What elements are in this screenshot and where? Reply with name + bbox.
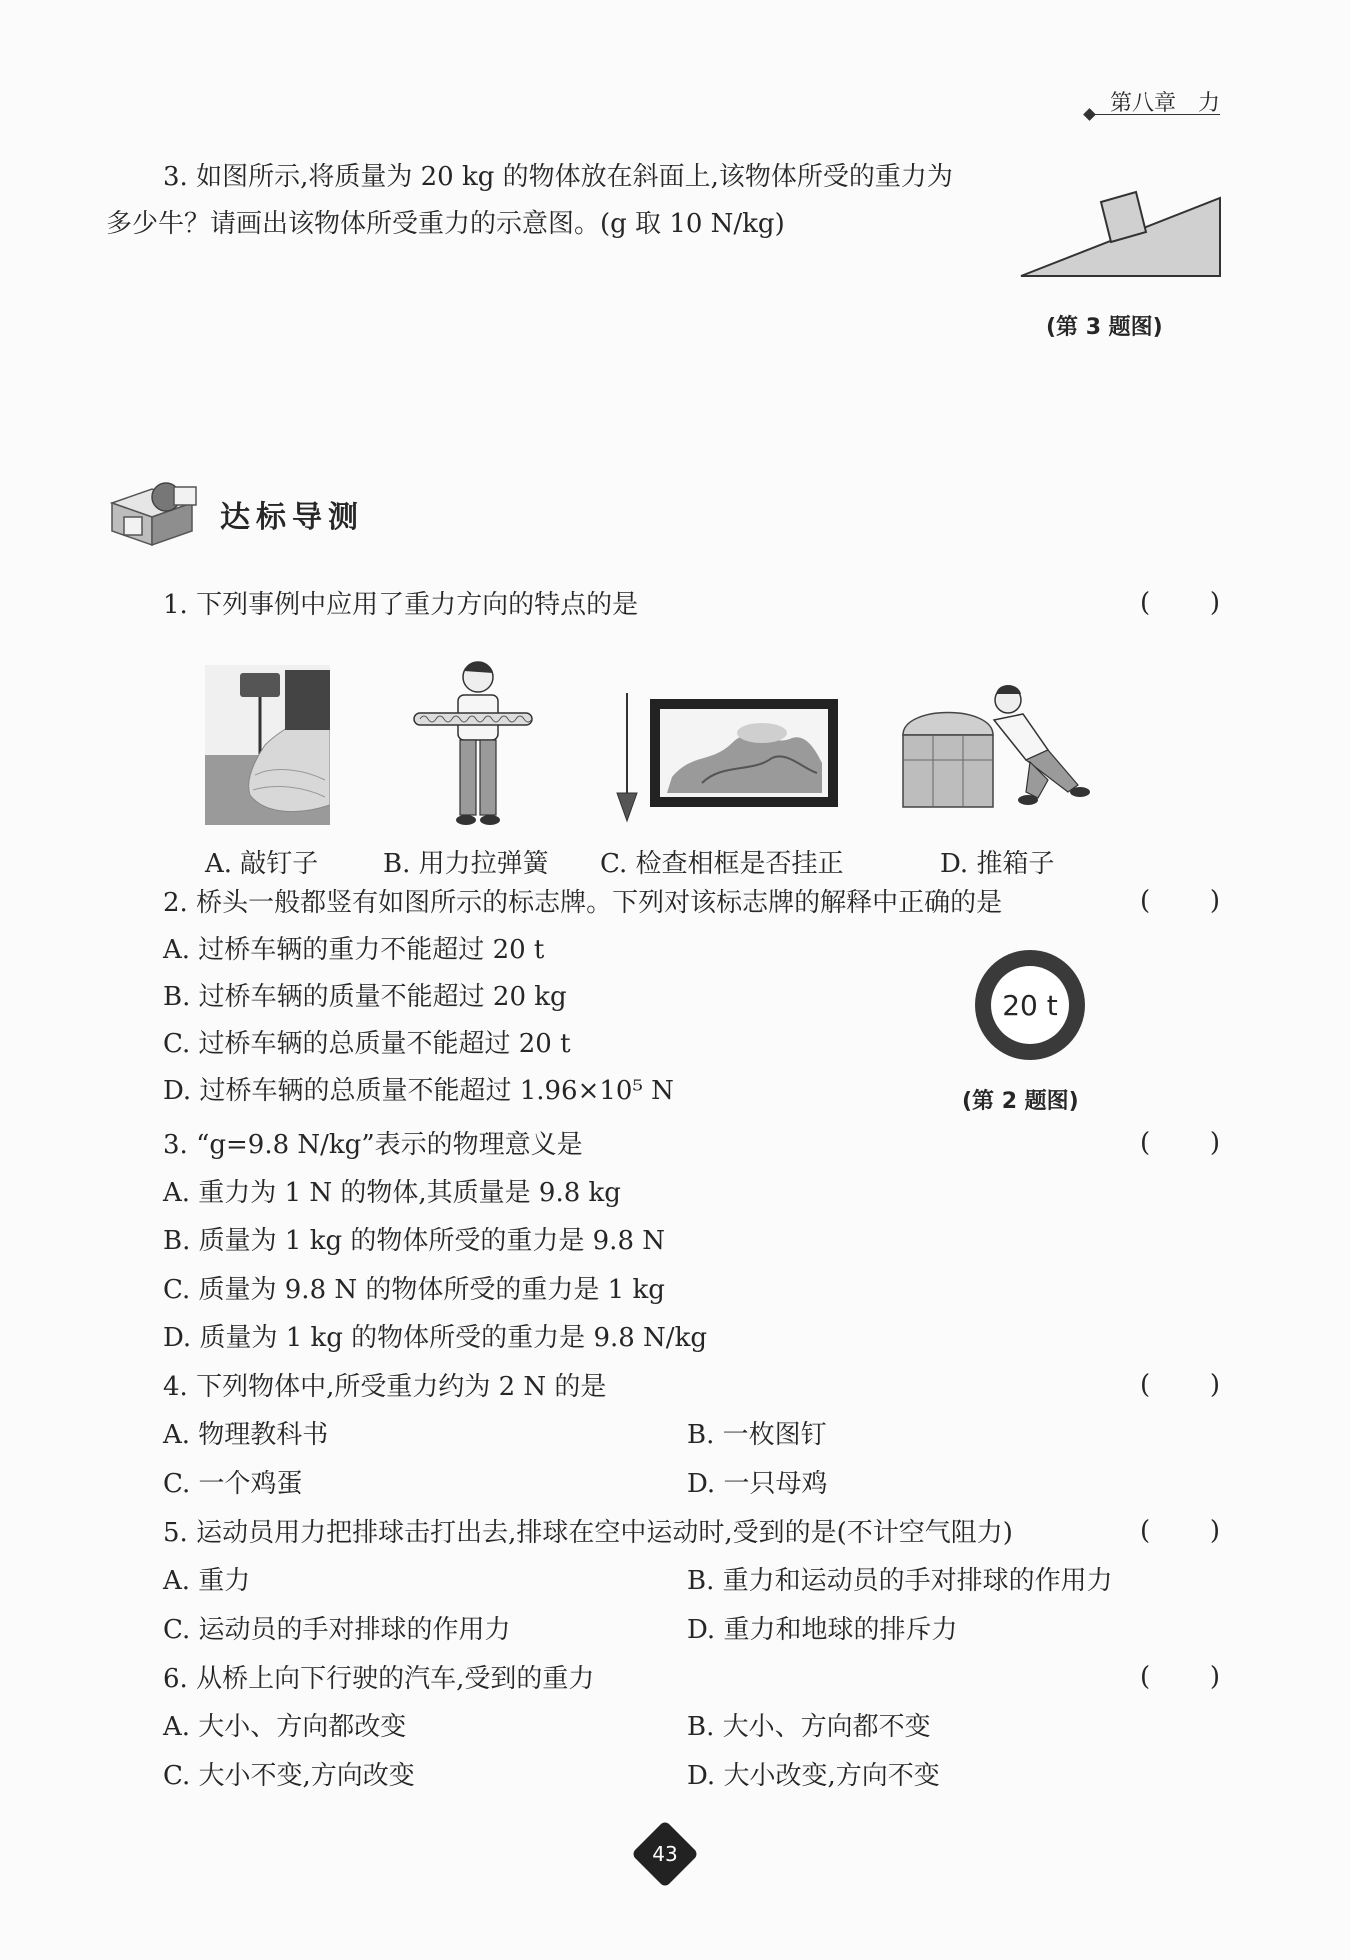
weight-limit-sign xyxy=(975,950,1085,1060)
q3-option-d[interactable]: D. 质量为 1 kg 的物体所受的重力是 9.8 N/kg xyxy=(163,1323,707,1353)
q3-option-b[interactable]: B. 质量为 1 kg 的物体所受的重力是 9.8 N xyxy=(163,1226,665,1256)
q4-option-b[interactable]: B. 一枚图钉 xyxy=(687,1420,827,1450)
q6-answer-paren[interactable]: ( ) xyxy=(1140,1662,1220,1692)
incline-figure xyxy=(1015,188,1225,280)
pushing-box-illustration xyxy=(898,680,1108,810)
q6-option-d[interactable]: D. 大小改变,方向不变 xyxy=(687,1761,940,1791)
sign-text: 20 t xyxy=(991,966,1069,1044)
picture-frame-plumb-illustration xyxy=(612,693,842,843)
chapter-header: 第八章 力 xyxy=(1109,91,1220,116)
q5-answer-paren[interactable]: ( ) xyxy=(1140,1516,1220,1546)
q6-option-b[interactable]: B. 大小、方向都不变 xyxy=(687,1712,931,1742)
q5-stem: 5. 运动员用力把排球击打出去,排球在空中运动时,受到的是(不计空气阻力) xyxy=(163,1518,1013,1548)
q1-stem: 1. 下列事例中应用了重力方向的特点的是 xyxy=(163,590,639,620)
q2-answer-paren[interactable]: ( ) xyxy=(1140,886,1220,916)
q6-option-c[interactable]: C. 大小不变,方向改变 xyxy=(163,1761,415,1791)
spring-boy-illustration xyxy=(408,655,538,830)
q3-option-c[interactable]: C. 质量为 9.8 N 的物体所受的重力是 1 kg xyxy=(163,1275,665,1305)
prev-figure-caption: (第 3 题图) xyxy=(1046,315,1163,340)
q4-answer-paren[interactable]: ( ) xyxy=(1140,1370,1220,1400)
q1-option-a[interactable]: A. 敲钉子 xyxy=(205,849,319,879)
q4-option-a[interactable]: A. 物理教科书 xyxy=(163,1420,329,1450)
q3-stem: 3. “g=9.8 N/kg”表示的物理意义是 xyxy=(163,1130,583,1160)
header-diamond-icon xyxy=(1083,108,1096,121)
q2-option-b[interactable]: B. 过桥车辆的质量不能超过 20 kg xyxy=(163,982,567,1012)
section-title: 达标导测 xyxy=(220,500,364,535)
q5-option-b[interactable]: B. 重力和运动员的手对排球的作用力 xyxy=(687,1566,1113,1596)
q1-option-b[interactable]: B. 用力拉弹簧 xyxy=(383,849,549,879)
q6-stem: 6. 从桥上向下行驶的汽车,受到的重力 xyxy=(163,1664,595,1694)
page-number: 43 xyxy=(652,1842,678,1866)
q5-option-d[interactable]: D. 重力和地球的排斥力 xyxy=(687,1615,958,1645)
q1-option-d[interactable]: D. 推箱子 xyxy=(940,849,1055,879)
cube-section-icon xyxy=(108,473,200,549)
q3-answer-paren[interactable]: ( ) xyxy=(1140,1128,1220,1158)
q2-option-a[interactable]: A. 过桥车辆的重力不能超过 20 t xyxy=(163,935,545,965)
q2-stem: 2. 桥头一般都竖有如图所示的标志牌。下列对该标志牌的解释中正确的是 xyxy=(163,888,1003,918)
q5-option-c[interactable]: C. 运动员的手对排球的作用力 xyxy=(163,1615,511,1645)
q2-figure-caption: (第 2 题图) xyxy=(962,1089,1079,1114)
prev-problem-line2: 多少牛？请画出该物体所受重力的示意图。(g 取 10 N/kg) xyxy=(106,209,785,239)
q4-stem: 4. 下列物体中,所受重力约为 2 N 的是 xyxy=(163,1372,607,1402)
q6-option-a[interactable]: A. 大小、方向都改变 xyxy=(163,1712,407,1742)
prev-problem-line1: 3. 如图所示,将质量为 20 kg 的物体放在斜面上,该物体所受的重力为 xyxy=(163,162,953,192)
q4-option-d[interactable]: D. 一只母鸡 xyxy=(687,1469,828,1499)
q5-option-a[interactable]: A. 重力 xyxy=(163,1566,251,1596)
nail-hammer-photo xyxy=(205,665,330,825)
header-underline xyxy=(1090,114,1220,115)
q1-answer-paren[interactable]: ( ) xyxy=(1140,588,1220,618)
q3-option-a[interactable]: A. 重力为 1 N 的物体,其质量是 9.8 kg xyxy=(163,1178,621,1208)
q2-option-d[interactable]: D. 过桥车辆的总质量不能超过 1.96×10⁵ N xyxy=(163,1076,674,1106)
incline-block xyxy=(1101,192,1146,242)
q2-option-c[interactable]: C. 过桥车辆的总质量不能超过 20 t xyxy=(163,1029,571,1059)
q1-option-c[interactable]: C. 检查相框是否挂正 xyxy=(600,849,844,879)
q4-option-c[interactable]: C. 一个鸡蛋 xyxy=(163,1469,303,1499)
